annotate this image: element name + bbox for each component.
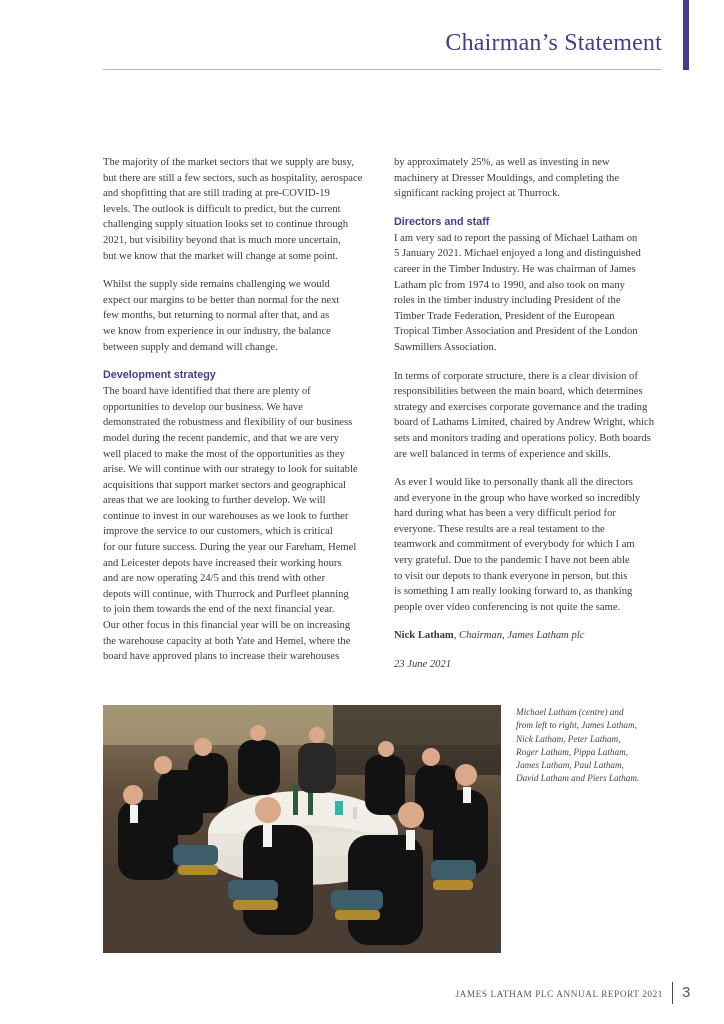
michael-latham-paragraph: I am very sad to report the passing of Michael Latham on 5 January 2021. Michael enjoyed a long and distinguished career in the Timber Industry. He was chairman of James Latham plc from 1974 to 1990, and also took on many roles in the timber industry including President of the Timber Trade Federation, President of the European Tropical Timber Association and President of the London Sawmillers Association.: [394, 232, 641, 353]
signature-role: , Chairman, James Latham plc: [453, 630, 585, 642]
statement-date: 23 June 2021: [394, 659, 452, 671]
dinner-photo-illustration: [103, 705, 501, 953]
footer-report-title: JAMES LATHAM PLC ANNUAL REPORT 2021: [455, 989, 663, 999]
development-strategy-heading: Development strategy: [103, 369, 216, 382]
signature: [394, 628, 666, 644]
signature-name: Nick Latham: [394, 630, 454, 642]
footer-divider: [672, 982, 673, 1004]
title-divider: [103, 69, 661, 70]
header-accent-bar: [683, 0, 689, 70]
thanks-paragraph: As ever I would like to personally thank all the directors and everyone in the group who have worked so incredibly hard during what has been a very difficult period for everyone. These results are a real testament to the teamwork and commitment of everybody for which I am very grateful. Due to the pandemic I have not been able to visit our depots to thank everyone in person, but this is something I am really looking forward to, as thanking people over video conferencing is not quite the same.: [394, 477, 641, 613]
investment-paragraph: by approximately 25%, as well as investing in new machinery at Dresser Mouldings, and completing the significant racking project at Thurrock.: [394, 157, 620, 200]
market-sectors-paragraph: The majority of the market sectors that we supply are busy, but there are still a few sectors, such as hospitality, aerospace and shopfitting that are still trading at pre-COVID-19 levels. The outlook is difficult to predict, but the current challenging supply situation looks set to continue through 2021, but visibility beyond that is much more uncertain, but we know that the market will change at some point.: [103, 157, 363, 262]
right-column: [394, 155, 666, 686]
corporate-structure-paragraph: In terms of corporate structure, there is a clear division of responsibilities between the main board, which determines strategy and exercises corporate governance and the trading board of Lathams Limited, chaired by Andrew Wright, which sets and monitors trading and operations policy. Both boards are well balanced in terms of experience and skills.: [394, 370, 655, 460]
left-column: [103, 155, 375, 678]
photo-caption: Michael Latham (centre) and from left to right, James Latham, Nick Latham, Peter Latham, Roger Latham, Pippa Latham, James Latham, Paul Latham, David Latham and Piers Latham.: [516, 707, 640, 784]
page-title: Chairman’s Statement: [445, 30, 662, 56]
margins-paragraph: Whilst the supply side remains challenging we would expect our margins to be better than normal for the next few months, but returning to normal after that, and as we know from experience in our industry, the balance between supply and demand will change.: [103, 279, 340, 353]
dinner-photo: [103, 705, 501, 953]
directors-staff-heading: Directors and staff: [394, 215, 490, 228]
page-number: 3: [682, 984, 691, 1001]
development-strategy-paragraph: The board have identified that there are plenty of opportunities to develop our business. We have demonstrated the robustness and flexibility of our business model during the recent pandemic, and that we are very well placed to make the most of the opportunities as they arise. We will continue with our strategy to look for suitable acquisitions that support market sectors and geographical areas that we are looking to further develop. We will continue to invest in our warehouses as we look to further improve the service to our customers, which is critical for our future success. During the year our Fareham, Hemel and Leicester depots have increased their working hours and are now operating 24/5 and this trend with other depots will continue, with Thurrock and Purfleet planning to join them towards the end of the next financial year. Our other focus in this financial year will be on increasing the warehouse capacity at both Yate and Hemel, where the board have approved plans to increase their warehouses: [103, 386, 358, 663]
